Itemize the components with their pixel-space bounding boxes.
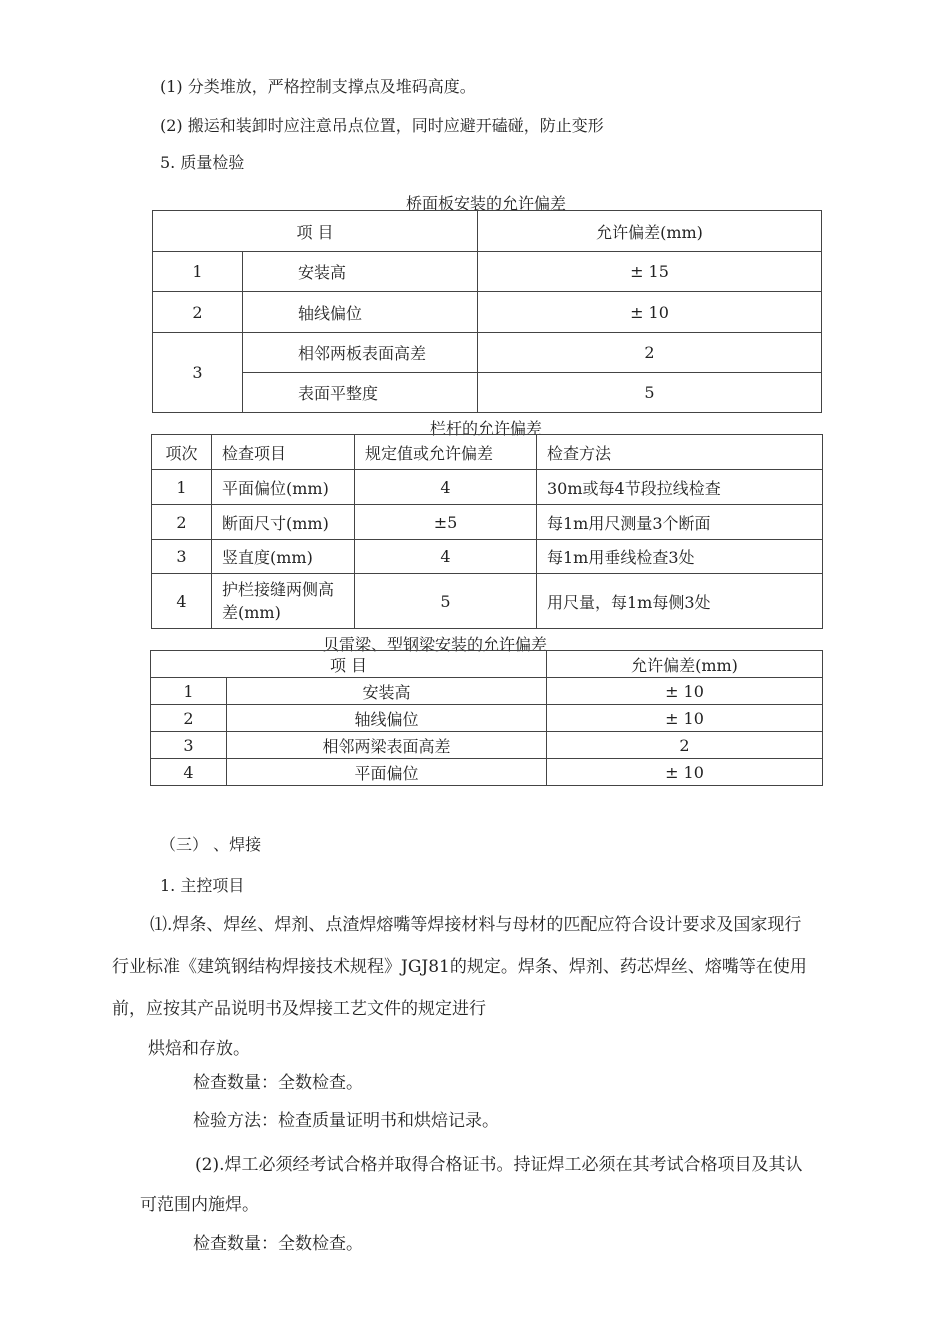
row-number: 3: [151, 732, 227, 759]
row-method: 30m或每4节段拉线检查: [537, 470, 823, 505]
row-number: 2: [152, 505, 212, 540]
row-value: 4: [355, 470, 537, 505]
row-number: 2: [153, 292, 243, 333]
row-item-line1: 护栏接缝两侧高: [222, 580, 335, 599]
row-tolerance: 2: [478, 333, 822, 373]
row-item: 竖直度(mm): [212, 540, 355, 574]
row-name: 安装高: [227, 678, 547, 705]
row-number: 3: [153, 333, 243, 413]
list-item-1: (1) 分类堆放，严格控制支撑点及堆码高度。: [160, 77, 476, 96]
table2-header-value: 规定值或允许偏差: [355, 435, 537, 470]
table2-header-method: 检查方法: [537, 435, 823, 470]
table1: [152, 210, 822, 413]
row-name: 相邻两板表面高差: [243, 333, 478, 373]
table3-header-item: 项 目: [151, 651, 547, 678]
table-row: [152, 574, 823, 629]
table-row: [152, 540, 823, 574]
table-row: [151, 678, 823, 705]
table-row: [153, 333, 822, 373]
table2: [151, 434, 823, 629]
row-tolerance: 5: [478, 373, 822, 413]
row-name: 相邻两梁表面高差: [227, 732, 547, 759]
table1-header-item: 项 目: [153, 211, 478, 252]
table-row: [153, 292, 822, 333]
row-method: 每1m用垂线检查3处: [537, 540, 823, 574]
table2-header-row: [152, 435, 823, 470]
paragraph-1-line-1: ⑴.焊条、焊丝、焊剂、点渣焊熔嘴等焊接材料与母材的匹配应符合设计要求及国家现行: [150, 915, 802, 935]
table-row: [153, 252, 822, 292]
row-number: 4: [151, 759, 227, 786]
row-tolerance: 2: [547, 732, 823, 759]
row-item: [212, 574, 355, 629]
table-row: [151, 759, 823, 786]
table1-caption: 桥面板安装的允许偏差: [405, 194, 566, 213]
table1-header-tol: 允许偏差(mm): [478, 211, 822, 252]
welding-heading: （三） 、焊接: [160, 835, 262, 854]
paragraph-1-line-3: 前，应按其产品说明书及焊接工艺文件的规定进行: [112, 999, 486, 1019]
row-number: 4: [152, 574, 212, 629]
list-item-2: (2) 搬运和装卸时应注意吊点位置，同时应避开磕碰，防止变形: [160, 116, 604, 135]
row-number: 3: [152, 540, 212, 574]
table1-header-row: [153, 211, 822, 252]
row-name: 平面偏位: [227, 759, 547, 786]
table-row: [151, 732, 823, 759]
row-number: 2: [151, 705, 227, 732]
section-heading-quality: 5. 质量检验: [160, 153, 245, 172]
row-method: 每1m用尺测量3个断面: [537, 505, 823, 540]
row-method: 用尺量，每1m每侧3处: [537, 574, 823, 629]
table2-caption: 栏杆的允许偏差: [429, 419, 542, 438]
check-quantity-1: 检查数量：全数检查。: [193, 1073, 363, 1093]
row-name: 轴线偏位: [227, 705, 547, 732]
row-number: 1: [151, 678, 227, 705]
row-item: 断面尺寸(mm): [212, 505, 355, 540]
row-tolerance: ± 10: [547, 678, 823, 705]
table-row: [152, 470, 823, 505]
row-tolerance: ± 15: [478, 252, 822, 292]
row-value: ±5: [355, 505, 537, 540]
paragraph-1-line-2: 行业标准《建筑钢结构焊接技术规程》JGJ81的规定。焊条、焊剂、药芯焊丝、熔嘴等在使用: [112, 957, 807, 977]
row-value: 4: [355, 540, 537, 574]
subsection-main-control: 1. 主控项目: [160, 876, 245, 895]
table-row: [151, 705, 823, 732]
row-number: 1: [153, 252, 243, 292]
row-value: 5: [355, 574, 537, 629]
paragraph-2-line-2: 可范围内施焊。: [140, 1195, 259, 1215]
table2-header-no: 项次: [152, 435, 212, 470]
table3-caption: 贝雷梁、型钢梁安装的允许偏差: [322, 635, 547, 654]
table3-header-tol: 允许偏差(mm): [547, 651, 823, 678]
row-name: 安装高: [243, 252, 478, 292]
table-row: [153, 373, 822, 413]
row-name: 表面平整度: [243, 373, 478, 413]
check-quantity-2: 检查数量：全数检查。: [193, 1234, 363, 1254]
paragraph-1-line-4: 烘焙和存放。: [148, 1039, 250, 1059]
check-method-1: 检验方法：检查质量证明书和烘焙记录。: [193, 1111, 499, 1131]
paragraph-2-line-1: (2).焊工必须经考试合格并取得合格证书。持证焊工必须在其考试合格项目及其认: [195, 1155, 803, 1175]
row-item-line2: 差(mm): [222, 603, 281, 622]
table-row: [152, 505, 823, 540]
row-tolerance: ± 10: [478, 292, 822, 333]
row-name: 轴线偏位: [243, 292, 478, 333]
row-tolerance: ± 10: [547, 705, 823, 732]
row-number: 1: [152, 470, 212, 505]
row-item: 平面偏位(mm): [212, 470, 355, 505]
row-tolerance: ± 10: [547, 759, 823, 786]
table2-header-item: 检查项目: [212, 435, 355, 470]
table3-header-row: [151, 651, 823, 678]
table3: [150, 650, 823, 786]
